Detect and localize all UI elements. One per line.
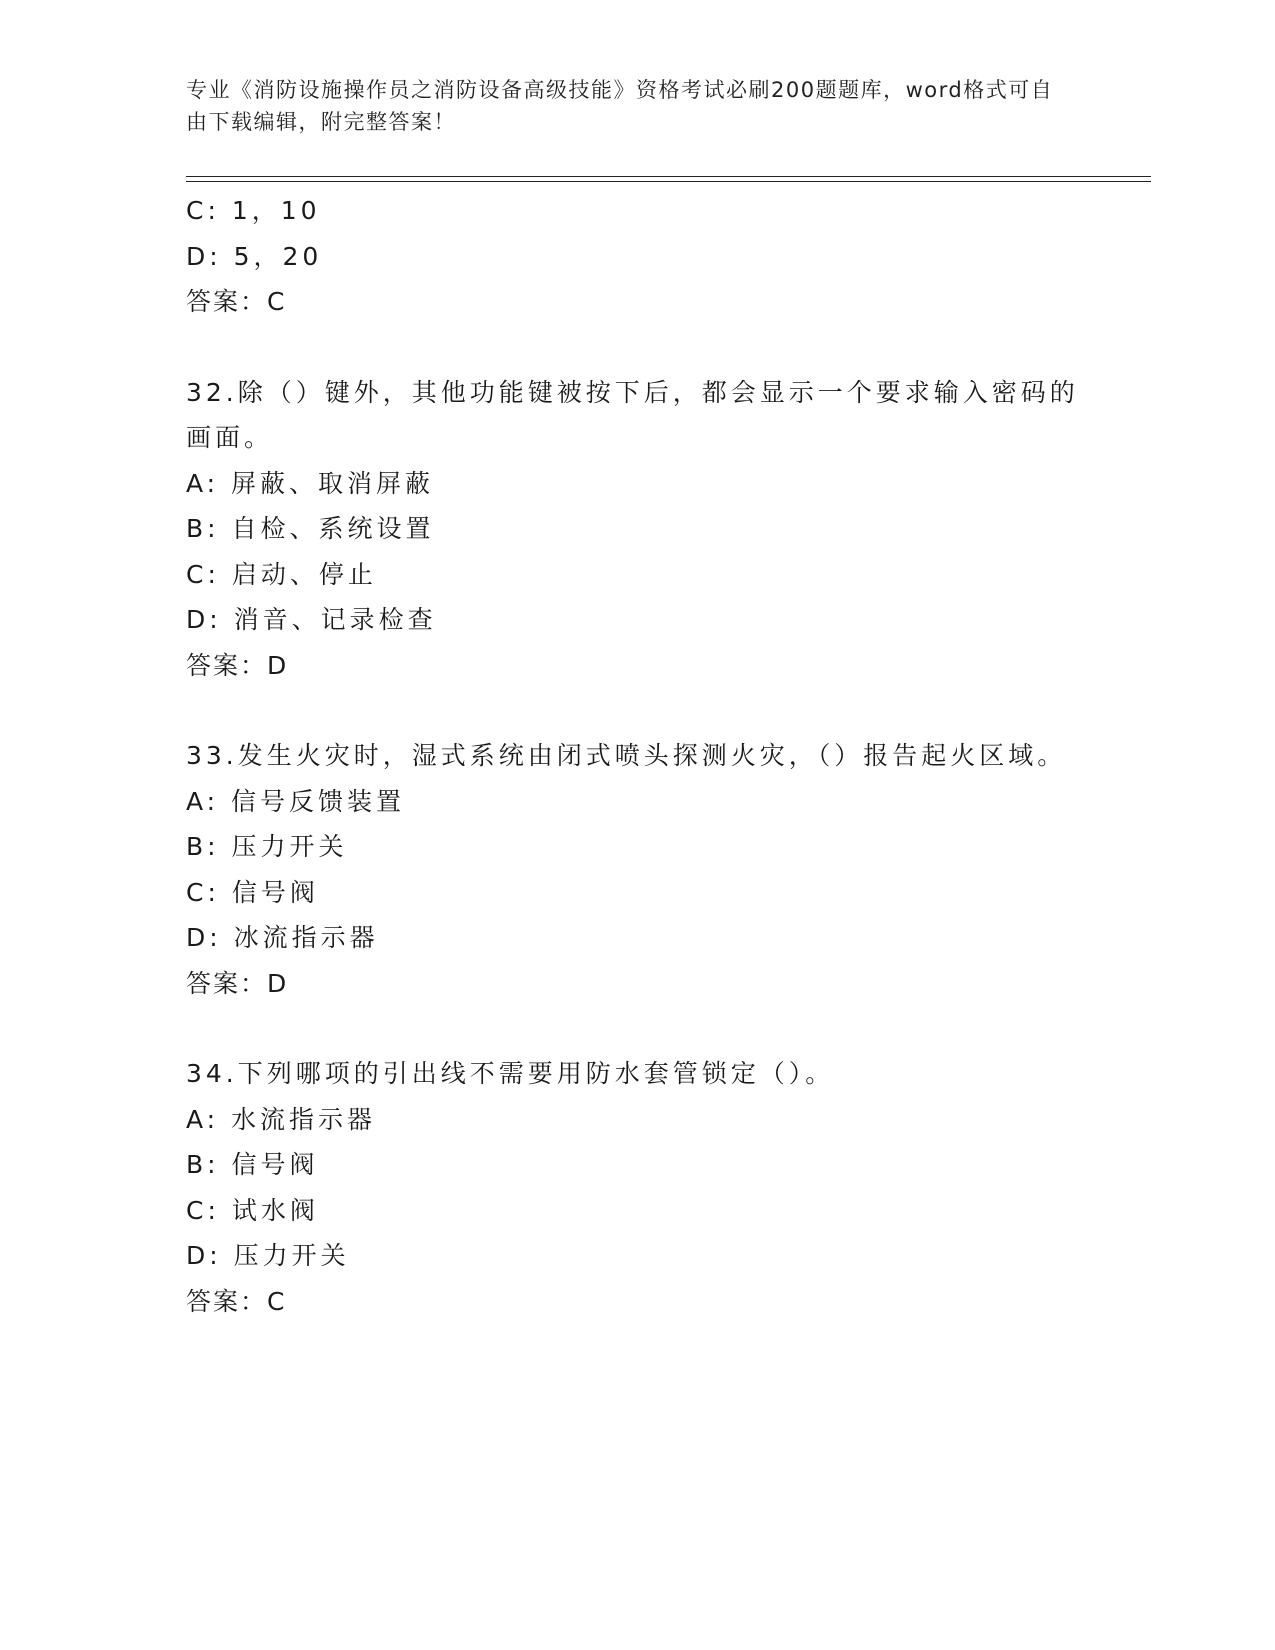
answer-line: 答案：D bbox=[186, 650, 289, 680]
question-33 bbox=[186, 733, 1086, 1006]
option-c: C: 信号阀 bbox=[186, 877, 319, 907]
option-b: B: 自检、系统设置 bbox=[186, 514, 435, 543]
option-c: C: 试水阀 bbox=[186, 1195, 319, 1225]
question-32 bbox=[186, 370, 1086, 689]
option-c: C: 启动、停止 bbox=[186, 559, 377, 589]
option-b: B: 压力开关 bbox=[186, 832, 348, 861]
option-a: A: 信号反馈装置 bbox=[186, 786, 406, 816]
header-divider-bottom bbox=[186, 181, 1151, 182]
option-a: A: 屏蔽、取消屏蔽 bbox=[186, 468, 435, 498]
answer-line: 答案：D bbox=[186, 968, 289, 998]
answer-line: 答案：C bbox=[186, 287, 287, 316]
option-d: D: 消音、记录检查 bbox=[186, 605, 437, 634]
question-34 bbox=[186, 1051, 1086, 1324]
question-list bbox=[186, 188, 1086, 1324]
previous-question-tail bbox=[186, 188, 1086, 325]
document-header: 专业《消防设施操作员之消防设备高级技能》资格考试必刷200题题库，word格式可自由下载编辑，附完整答案！ bbox=[186, 78, 1054, 134]
answer-line: 答案：C bbox=[186, 1286, 287, 1316]
option-d: D: 压力开关 bbox=[186, 1241, 350, 1270]
header-divider-top bbox=[186, 176, 1151, 177]
option-c: C: 1，10 bbox=[186, 196, 321, 225]
option-a: A: 水流指示器 bbox=[186, 1104, 377, 1134]
option-d: D: 5，20 bbox=[186, 241, 323, 271]
question-text: 34.下列哪项的引出线不需要用防水套管锁定（）。 bbox=[186, 1059, 835, 1088]
option-b: B: 信号阀 bbox=[186, 1150, 319, 1179]
question-text: 32.除（）键外，其他功能键被按下后，都会显示一个要求输入密码的画面。 bbox=[186, 377, 1079, 452]
question-text: 33.发生火灾时，湿式系统由闭式喷头探测火灾，（）报告起火区域。 bbox=[186, 741, 1067, 770]
option-d: D: 冰流指示器 bbox=[186, 923, 379, 952]
